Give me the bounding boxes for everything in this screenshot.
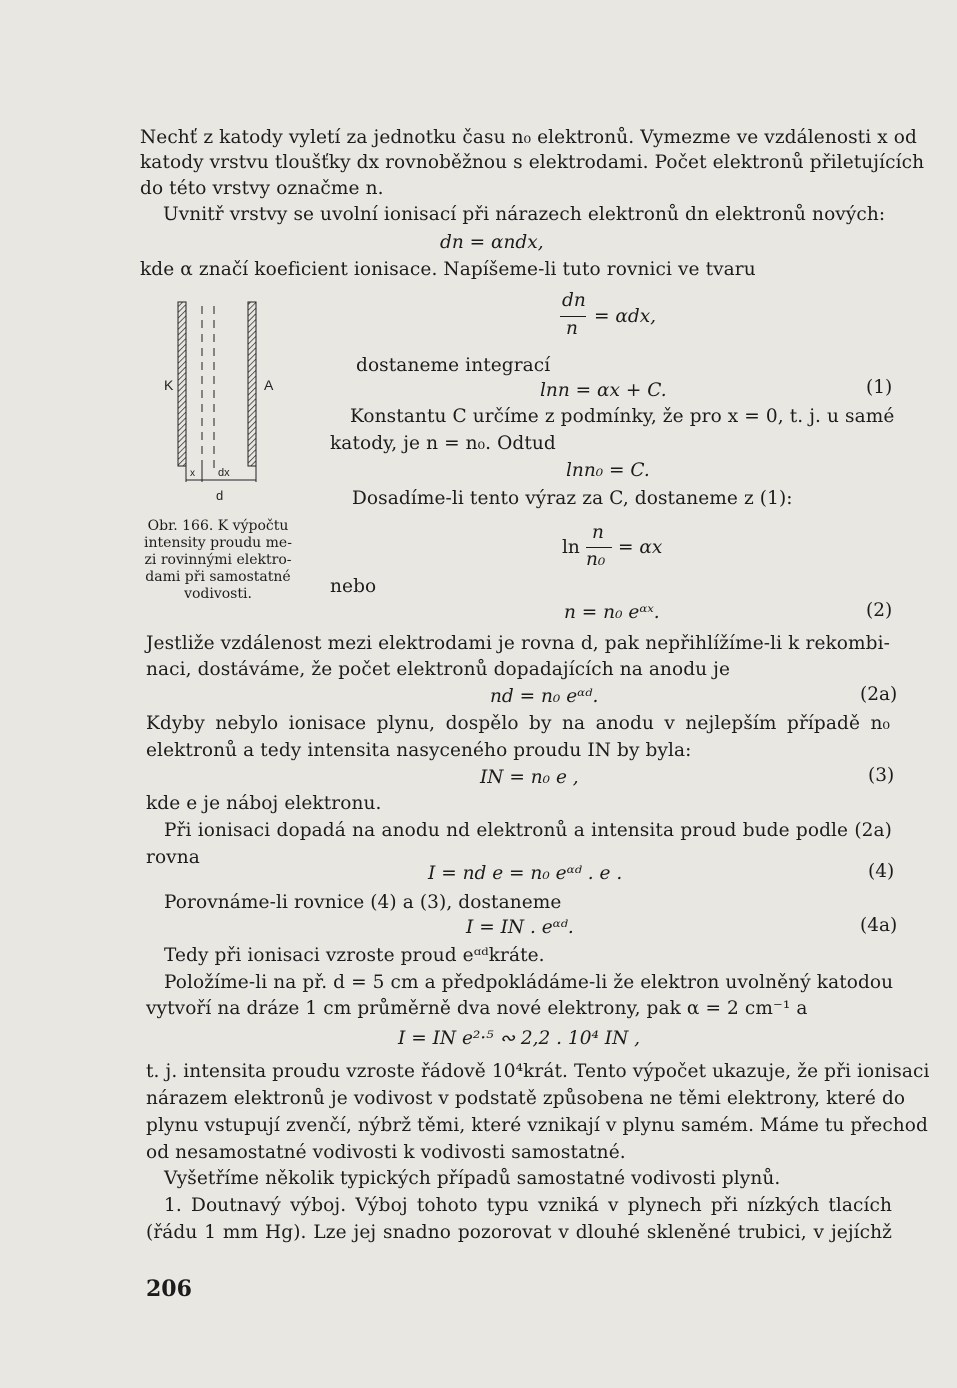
text-line: kde e je náboj elektronu. — [146, 793, 382, 814]
equation-2a: nd = n₀ eᵅᵈ. — [490, 686, 599, 707]
text-line: 1. Doutnavý výboj. Výboj tohoto typu vzniká v plynech při nízkých tlacích — [164, 1195, 892, 1216]
label-K: K — [164, 377, 174, 393]
equation-number: (2) — [866, 600, 893, 621]
fraction-denominator: n — [566, 318, 578, 339]
equation-number: (3) — [868, 765, 895, 786]
equation-number: (4a) — [860, 915, 898, 936]
caption-line: zi rovinnými elektro- — [144, 552, 292, 568]
text-line: plynu vstupují zvenčí, nýbrž těmi, které vznikají v plynu samém. Máme tu přechod — [146, 1115, 928, 1136]
label-d: d — [216, 488, 224, 503]
text-line: dostaneme integrací — [356, 355, 551, 376]
anode-plate — [248, 302, 256, 466]
text-line: Uvnitř vrstvy se uvolní ionisací při nárazech elektronů dn elektronů nových: — [163, 204, 886, 225]
text-line: rovna — [146, 847, 200, 868]
text-line: Položíme-li na př. d = 5 cm a předpokládáme-li že elektron uvolněný katodou — [164, 972, 894, 993]
equation: lnn₀ = C. — [566, 460, 650, 481]
text-line: od nesamostatné vodivosti k vodivosti samostatné. — [146, 1142, 626, 1163]
text-line: vytvoří na dráze 1 cm průměrně dva nové elektrony, pak α = 2 cm⁻¹ a — [146, 998, 808, 1019]
equation-3: IN = n₀ e , — [480, 767, 579, 788]
caption-line: Obr. 166. K výpočtu — [147, 518, 289, 534]
cathode-plate — [178, 302, 186, 466]
equation: dn = αndx, — [440, 232, 544, 253]
text-line: do této vrstvy označme n. — [140, 178, 384, 199]
text-line: (řádu 1 mm Hg). Lze jej snadno pozorovat v dlouhé skleněné trubici, v jejíchž — [146, 1222, 892, 1243]
equation-number: (1) — [866, 377, 893, 398]
text-line: Vyšetříme několik typických případů samostatné vodivosti plynů. — [164, 1168, 781, 1189]
label-A: A — [264, 377, 274, 393]
text-line: Jestliže vzdálenost mezi elektrodami je rovna d, pak nepřihlížíme-li k rekombi- — [146, 633, 890, 654]
fraction-bar — [560, 316, 586, 317]
caption-line: dami při samostatné — [145, 569, 291, 585]
caption-line: vodivosti. — [184, 586, 252, 602]
label-dx: dx — [218, 467, 230, 479]
ln-operator: ln — [562, 537, 580, 558]
fraction-bar — [586, 547, 612, 548]
text-line: t. j. intensita proudu vzroste řádově 10⁴krát. Tento výpočet ukazuje, že při ionisaci — [146, 1061, 930, 1082]
equation-number: (2a) — [860, 684, 898, 705]
text-line: Nechť z katody vyletí za jednotku času n₀ elektronů. Vymezme ve vzdálenosti x od — [140, 127, 917, 148]
label-x: x — [190, 468, 195, 479]
fraction-numerator: dn — [562, 290, 586, 311]
equation-2: n = n₀ eᵅˣ. — [564, 602, 660, 623]
equation-4a: I = IN . eᵅᵈ. — [466, 917, 574, 938]
fraction-n-n0 — [586, 522, 616, 578]
equation-number: (4) — [868, 861, 895, 882]
text-line: elektronů a tedy intensita nasyceného proudu IN by byla: — [146, 740, 692, 761]
equation: I = IN e²·⁵ ∾ 2,2 . 10⁴ IN , — [398, 1028, 641, 1049]
text-line: Dosadíme-li tento výraz za C, dostaneme z (1): — [352, 488, 793, 509]
electrode-diagram — [160, 296, 290, 506]
text-line: kde α značí koeficient ionisace. Napíšeme-li tuto rovnici ve tvaru — [140, 259, 756, 280]
text-line: Porovnáme-li rovnice (4) a (3), dostaneme — [164, 892, 562, 913]
text-line: nebo — [330, 576, 377, 597]
text-line: Tedy při ionisaci vzroste proud eᵅᵈkráte. — [164, 945, 545, 966]
text-line: Konstantu C určíme z podmínky, že pro x = 0, t. j. u samé — [350, 406, 895, 427]
text-line: Kdyby nebylo ionisace plynu, dospělo by na anodu v nejlepším případě n₀ — [146, 713, 890, 734]
page-number: 206 — [146, 1276, 192, 1302]
equation: = αx — [618, 537, 663, 558]
text-line: Při ionisaci dopadá na anodu nd elektronů a intensita proud bude podle (2a) — [164, 820, 892, 841]
fraction-numerator: n — [592, 522, 604, 543]
text-line: naci, dostáváme, že počet elektronů dopadajících na anodu je — [146, 659, 731, 680]
fraction-denominator: n₀ — [586, 549, 606, 570]
equation-1: lnn = αx + C. — [540, 380, 667, 401]
equation: = αdx, — [594, 306, 657, 327]
text-line: nárazem elektronů je vodivost v podstatě způsobena ne těmi elektrony, které do — [146, 1088, 906, 1109]
figure-caption — [138, 518, 298, 603]
caption-line: intensity proudu me- — [144, 535, 292, 551]
equation-4: I = nd e = n₀ eᵅᵈ . e . — [428, 863, 623, 884]
text-line: katody vrstvu tloušťky dx rovnoběžnou s elektrodami. Počet elektronů přiletujících — [140, 152, 925, 173]
text-line: katody, je n = n₀. Odtud — [330, 433, 556, 454]
fraction-dn-n — [560, 290, 590, 346]
